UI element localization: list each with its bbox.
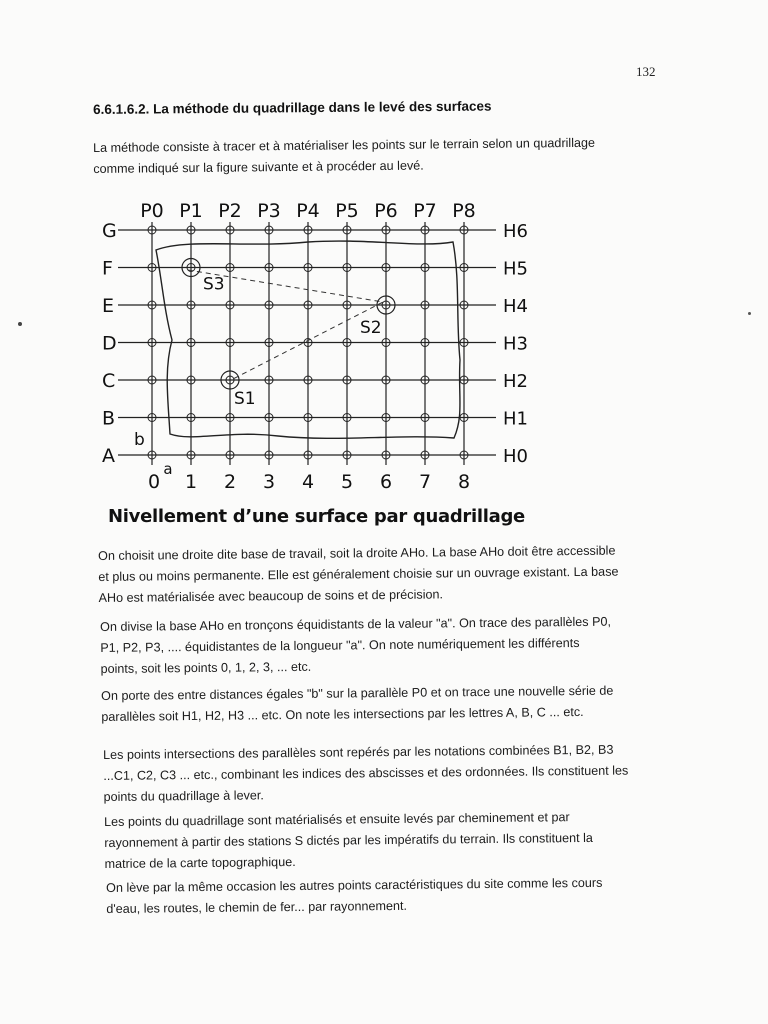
column-label: P2	[218, 200, 242, 222]
parallel-label: H0	[503, 446, 528, 467]
paragraph-line: Les points du quadrillage sont matérialisés et ensuite levés par cheminement et par	[104, 810, 570, 829]
row-label: D	[102, 332, 117, 355]
paragraph-intersections	[103, 739, 672, 808]
intro-paragraph	[93, 132, 661, 180]
paragraph-line: Les points intersections des parallèles sont repérés par les notations combinées B1, B2, B3	[103, 742, 614, 762]
spacing-a-label: a	[163, 460, 173, 478]
station-label: S2	[360, 318, 382, 338]
grid-levelling-figure	[98, 190, 558, 490]
paragraph-line: La méthode consiste à tracer et à matérialiser les points sur le terrain selon un quadrillage	[93, 135, 596, 155]
parallel-label: H1	[503, 408, 528, 430]
column-label: P7	[413, 200, 437, 222]
scan-speck	[748, 312, 751, 315]
paragraph-line: d'eau, les routes, le chemin de fer... par rayonnement.	[106, 898, 408, 916]
paragraph-features	[106, 872, 674, 920]
row-label: F	[102, 257, 113, 280]
paragraph-line: ...C1, C2, C3 ... etc., combinant les indices des abscisses et des ordonnées. Ils constituent les	[103, 763, 629, 783]
axis-number: 2	[223, 471, 237, 490]
row-label: B	[102, 407, 116, 430]
row-label: G	[102, 220, 117, 242]
column-label: P1	[179, 200, 203, 222]
figure-caption: Nivellement d’une surface par quadrillage	[108, 506, 525, 527]
paragraph-line: On choisit une droite dite base de travail, soit la droite AHo. La base AHo doit être accessible	[98, 543, 616, 563]
paragraph-line: On porte des entre distances égales "b" sur la parallèle P0 et on trace une nouvelle série de	[101, 683, 614, 703]
paragraph-line: rayonnement à partir des stations S dictés par les impératifs du terrain. Ils constituent la	[104, 830, 593, 850]
axis-number: 6	[379, 471, 393, 490]
parallel-label: H3	[503, 333, 528, 355]
paragraph-division	[100, 611, 669, 680]
page-number: 132	[636, 64, 656, 79]
axis-number: 5	[340, 471, 354, 490]
column-label: P4	[296, 200, 320, 222]
column-label: P0	[140, 200, 164, 222]
paragraph-line: points, soit les points 0, 1, 2, 3, ... etc.	[100, 659, 312, 676]
paragraph-line: On lève par la même occasion les autres points caractéristiques du site comme les cours	[106, 875, 603, 895]
paragraph-line: P1, P2, P3, .... équidistantes de la longueur "a". On note numériquement les différents	[100, 635, 580, 655]
axis-number: 0	[147, 471, 161, 490]
parallel-label: H6	[503, 221, 528, 242]
paragraph-line: comme indiqué sur la figure suivante et à procéder au levé.	[93, 158, 424, 176]
section-title: 6.6.1.6.2. La méthode du quadrillage dans le levé des surfaces	[93, 98, 492, 117]
axis-number: 1	[184, 471, 198, 490]
column-label: P5	[335, 200, 359, 222]
parallel-label: H4	[503, 296, 528, 317]
paragraph-line: On divise la base AHo en tronçons équidistants de la valeur "a". On trace des parallèles P0,	[100, 614, 612, 634]
paragraph-line: et plus ou moins permanente. Elle est généralement choisie sur un ouvrage existant. La base	[98, 564, 619, 584]
spacing-b-label: b	[134, 430, 145, 450]
paragraph-line: points du quadrillage à lever.	[103, 788, 264, 804]
paragraph-line: matrice de la carte topographique.	[104, 854, 296, 871]
grid-lines	[118, 222, 496, 465]
paragraph-line: parallèles soit H1, H2, H3 ... etc. On note les intersections par les lettres A, B, C ... etc.	[101, 704, 584, 724]
row-label: E	[102, 295, 115, 317]
paragraph-line: AHo est matérialisée avec beaucoup de soins et de précision.	[98, 587, 444, 605]
station-label: S3	[203, 274, 225, 295]
axis-number: 7	[418, 471, 432, 490]
axis-number: 4	[301, 471, 315, 490]
axis-number: 3	[262, 471, 276, 490]
row-label: C	[102, 370, 116, 392]
row-label: A	[102, 445, 115, 467]
station-label: S1	[234, 389, 256, 409]
paragraph-base	[98, 540, 667, 609]
column-label: P3	[257, 200, 281, 222]
scan-speck	[18, 322, 22, 326]
axis-number: 8	[457, 471, 471, 490]
paragraph-parallels	[101, 680, 669, 728]
paragraph-survey	[104, 806, 673, 875]
column-label: P6	[374, 200, 398, 222]
parallel-label: H5	[503, 258, 528, 280]
parallel-label: H2	[503, 371, 528, 392]
column-label: P8	[452, 200, 476, 222]
